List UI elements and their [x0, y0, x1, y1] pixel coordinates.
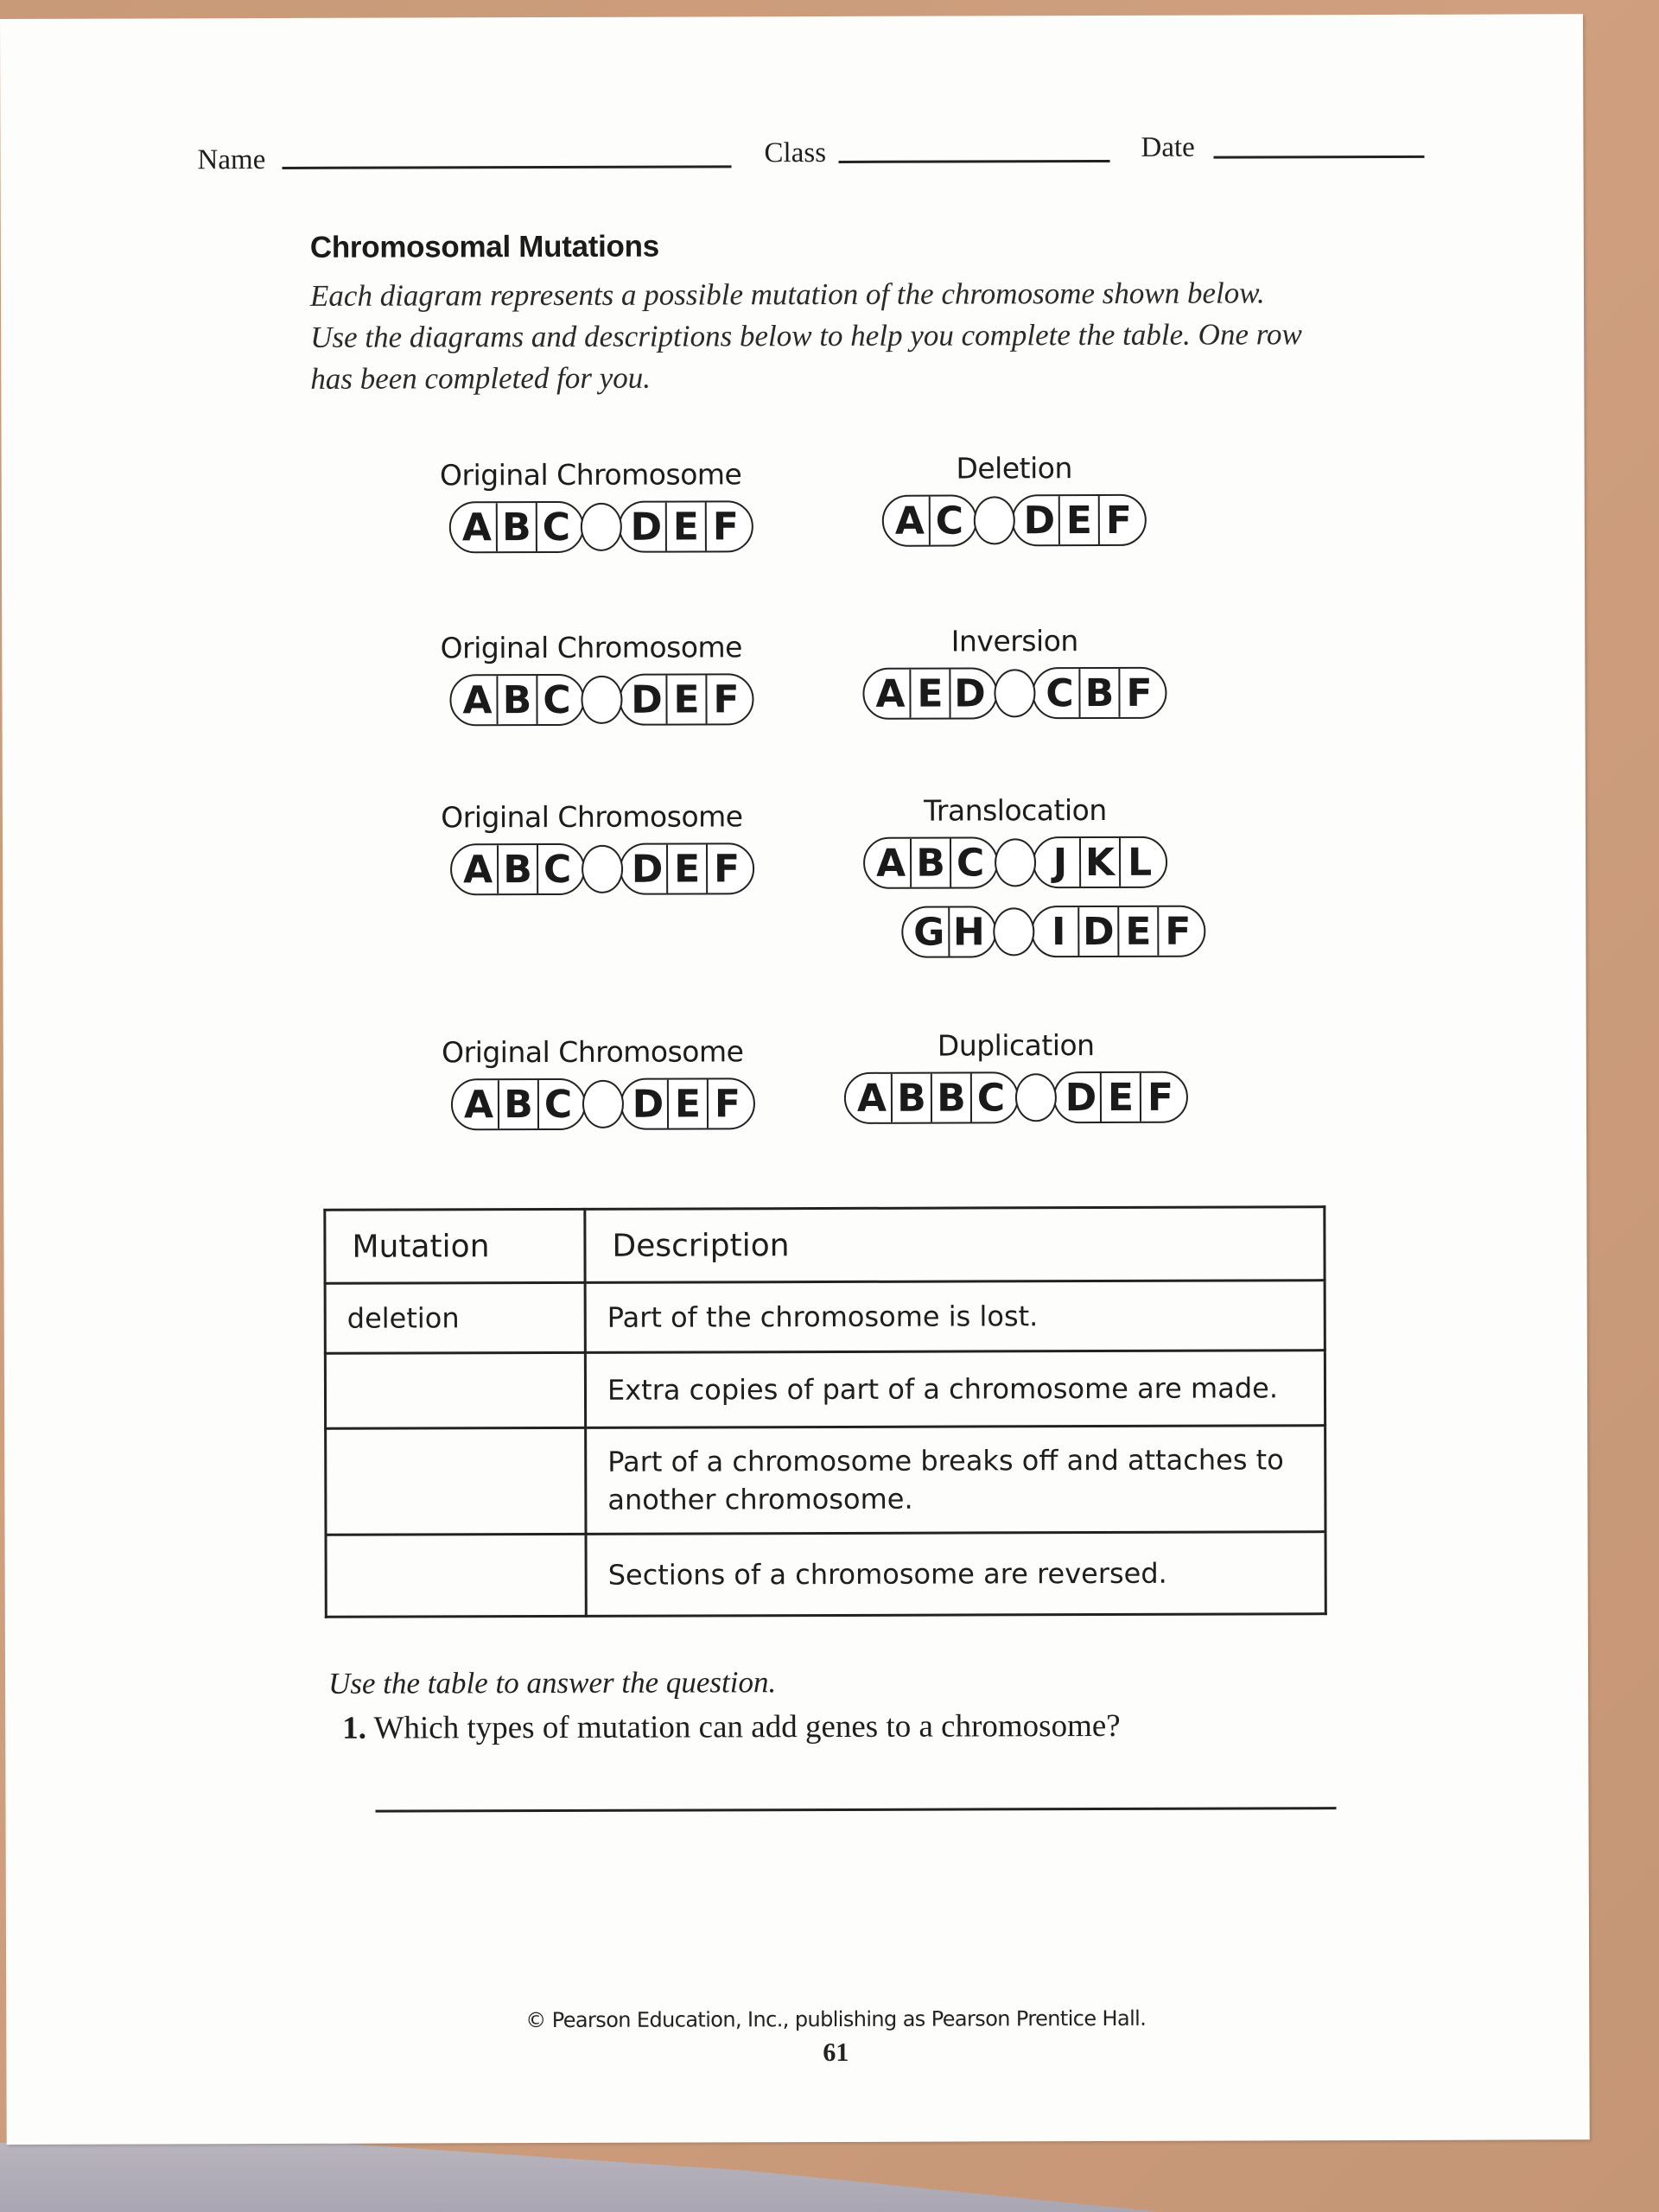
original-chromosome-label: Original Chromosome	[440, 630, 742, 665]
gene-segment: A	[462, 847, 493, 892]
worksheet-instructions: Each diagram represents a possible mutation of the chromosome shown below. Use the diagrams and descriptions below to help you complete the table. One row has been completed for you.	[309, 276, 1302, 396]
original-chromosome-label: Original Chromosome	[439, 457, 742, 493]
gene-segment: D	[631, 677, 663, 722]
chromosome-left-arm	[863, 836, 998, 888]
gene-segment: E	[667, 1079, 707, 1128]
gene-segment: B	[496, 676, 536, 724]
question-1	[342, 1707, 1121, 1747]
gene-segment: C	[536, 503, 582, 551]
original-chromosome-label: Original Chromosome	[442, 1034, 744, 1070]
table-row	[325, 1351, 1325, 1429]
gene-segment: A	[462, 677, 493, 722]
gene-segment: J	[1052, 840, 1068, 885]
mutation-answer-cell[interactable]	[326, 1534, 586, 1617]
chromosome-left-arm	[882, 494, 977, 546]
mutation-cell: deletion	[325, 1282, 585, 1353]
question-number: 1.	[342, 1710, 367, 1746]
gene-segment: A	[461, 505, 492, 550]
worksheet-title: Chromosomal Mutations	[309, 229, 659, 264]
centromere-icon	[582, 845, 623, 893]
gene-segment: C	[536, 676, 582, 724]
desk-surface	[0, 2143, 1659, 2212]
name-field[interactable]	[283, 165, 732, 169]
mutation-type-label: Deletion	[956, 451, 1072, 486]
gene-segment: K	[1079, 838, 1119, 887]
question-text: Which types of mutation can add genes to a chromosome?	[373, 1707, 1121, 1746]
gene-segment: A	[894, 499, 925, 543]
mutation-type-label: Duplication	[937, 1028, 1095, 1063]
class-field[interactable]	[839, 160, 1110, 163]
gene-segment: F	[705, 502, 752, 550]
class-label: Class	[764, 137, 827, 169]
gene-segment: E	[666, 844, 706, 893]
description-cell: Extra copies of part of a chromosome are made.	[585, 1351, 1325, 1428]
chromosome-left-arm	[451, 1078, 586, 1130]
chromosome-left-arm	[450, 843, 585, 895]
gene-segment: E	[1100, 1073, 1140, 1122]
gene-segment: C	[970, 1073, 1017, 1122]
gene-segment: F	[705, 675, 752, 723]
name-label: Name	[197, 144, 266, 176]
gene-segment: A	[463, 1082, 494, 1127]
gene-segment: F	[1118, 669, 1165, 717]
gene-segment: D	[630, 505, 663, 550]
original-chromosome	[449, 500, 753, 553]
gene-segment: A	[875, 671, 906, 716]
worksheet-page	[0, 14, 1590, 2145]
gene-segment: F	[706, 844, 753, 893]
chromosome-right-arm	[1033, 836, 1167, 888]
original-chromosome	[451, 1077, 755, 1130]
centromere-icon	[581, 676, 622, 724]
gene-segment: E	[909, 670, 949, 718]
mutation-column-header: Mutation	[325, 1209, 585, 1283]
gene-segment: D	[949, 669, 995, 717]
gene-segment: B	[891, 1074, 931, 1122]
table-row	[326, 1426, 1325, 1535]
chromosome-right-arm	[619, 500, 753, 552]
gene-segment: F	[707, 1079, 753, 1128]
gene-segment: A	[856, 1076, 887, 1121]
chromosome-left-arm	[449, 674, 584, 726]
description-cell: Part of the chromosome is lost.	[585, 1281, 1325, 1353]
original-chromosome	[450, 842, 754, 895]
gene-segment: D	[1077, 907, 1117, 956]
gene-segment: D	[1065, 1075, 1097, 1120]
chromosome-right-arm	[1032, 667, 1166, 719]
question-instructions: Use the table to answer the question.	[327, 1665, 777, 1700]
date-label: Date	[1141, 131, 1195, 163]
centromere-icon	[993, 907, 1034, 956]
mutation-answer-cell[interactable]	[325, 1352, 585, 1428]
gene-segment: B	[498, 1080, 537, 1128]
gene-segment: B	[1078, 669, 1118, 717]
gene-segment: E	[1058, 496, 1098, 544]
gene-segment: E	[665, 675, 705, 723]
mutated-chromosome	[844, 1071, 1188, 1124]
original-chromosome	[449, 673, 753, 726]
gene-segment: L	[1119, 838, 1166, 887]
chromosome-right-arm	[620, 1077, 755, 1129]
original-chromosome-label: Original Chromosome	[441, 799, 743, 835]
mutation-type-label: Translocation	[923, 792, 1107, 828]
gene-segment: C	[950, 838, 996, 887]
gene-segment: E	[665, 502, 705, 550]
gene-segment: A	[875, 841, 906, 886]
description-column-header: Description	[585, 1207, 1325, 1283]
gene-segment: C	[537, 1080, 584, 1128]
mutation-type-label: Inversion	[950, 624, 1078, 658]
gene-segment: B	[931, 1073, 970, 1122]
centromere-icon	[995, 838, 1036, 887]
page-number: 61	[823, 2037, 849, 2068]
table-row	[325, 1281, 1325, 1354]
centromere-icon	[994, 669, 1035, 717]
chromosome-right-arm	[1012, 494, 1147, 546]
gene-segment: B	[497, 845, 537, 893]
centromere-icon	[582, 1080, 624, 1128]
gene-segment: I	[1052, 909, 1066, 954]
copyright-notice: © Pearson Education, Inc., publishing as Pearson Prentice Hall.	[525, 2005, 1147, 2033]
gene-segment: F	[1140, 1073, 1186, 1122]
chromosome-left-arm	[862, 667, 997, 719]
gene-segment: D	[1023, 498, 1056, 543]
mutation-table	[323, 1205, 1326, 1618]
gene-segment: G	[913, 910, 945, 955]
centromere-icon	[581, 503, 622, 551]
chromosome-right-arm	[620, 842, 754, 894]
chromosome-right-arm	[1053, 1071, 1188, 1123]
gene-segment: C	[1046, 671, 1074, 715]
gene-segment: B	[496, 503, 536, 551]
gene-segment: H	[948, 907, 995, 956]
gene-segment: F	[1098, 496, 1145, 544]
mutated-chromosome	[882, 494, 1147, 547]
chromosome-right-arm	[619, 673, 753, 725]
mutated-chromosome	[862, 667, 1166, 720]
centromere-icon	[1015, 1073, 1057, 1122]
gene-segment: F	[1157, 907, 1204, 956]
gene-segment: B	[910, 839, 950, 887]
answer-line-1[interactable]	[376, 1807, 1337, 1812]
table-header-row	[325, 1207, 1325, 1284]
mutated-chromosome	[863, 836, 1167, 889]
gene-segment: E	[1117, 907, 1157, 956]
date-field[interactable]	[1214, 156, 1425, 159]
gene-segment: D	[631, 847, 664, 892]
chromosome-right-arm	[1031, 906, 1205, 958]
table-row	[326, 1532, 1325, 1618]
gene-segment: D	[632, 1082, 664, 1127]
description-cell: Part of a chromosome breaks off and attaches to another chromosome.	[586, 1426, 1325, 1535]
gene-segment: C	[929, 496, 976, 544]
centromere-icon	[974, 496, 1015, 544]
gene-segment: C	[537, 845, 583, 893]
mutation-answer-cell[interactable]	[326, 1427, 586, 1535]
description-cell: Sections of a chromosome are reversed.	[586, 1532, 1325, 1617]
chromosome-left-arm	[449, 501, 584, 553]
chromosome-left-arm	[901, 906, 996, 957]
chromosome-left-arm	[844, 1071, 1019, 1124]
mutated-chromosome	[901, 906, 1205, 958]
